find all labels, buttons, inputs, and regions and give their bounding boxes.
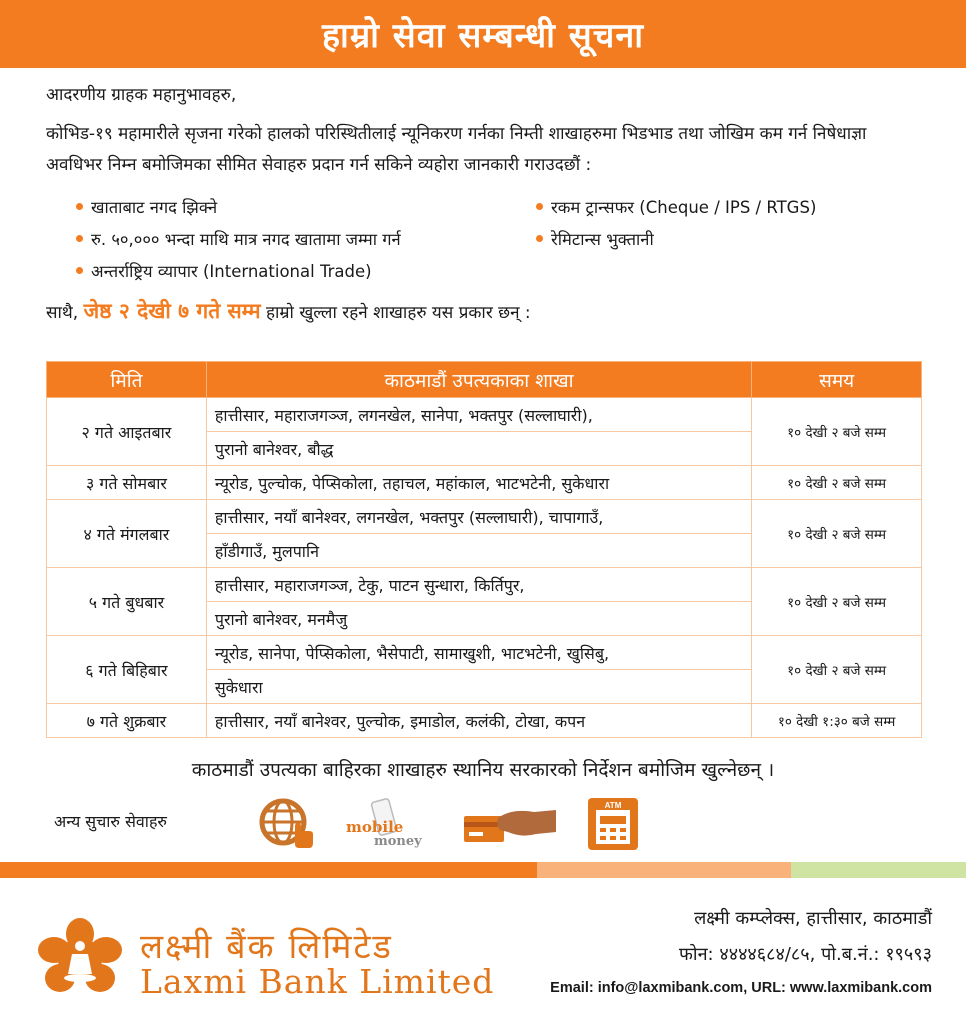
other-services-label: अन्य सुचारु सेवाहरु: [54, 812, 168, 831]
service-label: अन्तर्राष्ट्रिय व्यापार (International Trade): [91, 262, 372, 281]
notice-header: [0, 0, 966, 68]
branch-cell: हात्तीसार, महाराजगञ्ज, लगनखेल, सानेपा, भक्तपुर (सल्लाघारी),: [206, 398, 751, 432]
branch-cell: सुकेधारा: [206, 670, 751, 704]
service-label: रेमिटान्स भुक्तानी: [551, 230, 654, 249]
branch-cell: न्यूरोड, सानेपा, पेप्सिकोला, भैसेपाटी, सामाखुशी, भाटभटेनी, खुसिबु,: [206, 636, 751, 670]
mobile-money-text: mobile: [346, 818, 404, 836]
footer-stripe-green: [791, 862, 966, 878]
date-line: [46, 297, 926, 325]
laxmi-logo-icon: [36, 918, 124, 996]
day-cell: ६ गते बिहिबार: [47, 636, 207, 704]
bullet-icon: [536, 235, 543, 242]
table-row: [47, 398, 922, 432]
mobile-money-subtext: money: [374, 834, 422, 849]
time-cell: १० देखी २ बजे सम्म: [752, 568, 922, 636]
branch-cell: हात्तीसार, महाराजगञ्ज, टेकु, पाटन सुन्धारा, किर्तिपुर,: [206, 568, 751, 602]
day-cell: २ गते आइतबार: [47, 398, 207, 466]
time-cell: १० देखी २ बजे सम्म: [752, 398, 922, 466]
branch-cell: पुरानो बानेश्वर, मनमैजु: [206, 602, 751, 636]
table-row: [47, 704, 922, 738]
bullet-icon: [536, 203, 543, 210]
time-cell: १० देखी २ बजे सम्म: [752, 636, 922, 704]
mobile-money-icon: [344, 798, 436, 852]
service-item: [76, 195, 217, 218]
service-label: रु. ५०,००० भन्दा माथि मात्र नगद खातामा जम्मा गर्न: [91, 230, 401, 249]
bullet-icon: [76, 267, 83, 274]
bank-name-english: Laxmi Bank Limited: [140, 962, 495, 1001]
branch-cell: हाँडीगाउँ, मुलपानि: [206, 534, 751, 568]
bank-name-nepali: लक्ष्मी बैंक लिमिटेड: [140, 927, 393, 967]
atm-icon: [586, 796, 640, 852]
service-item: [76, 227, 401, 250]
branch-cell: न्यूरोड, पुल्चोक, पेप्सिकोला, तहाचल, महांकाल, भाटभटेनी, सुकेधारा: [206, 466, 751, 500]
time-cell: १० देखी १:३० बजे सम्म: [752, 704, 922, 738]
column-header-date: मिति: [47, 362, 207, 398]
branch-cell: हात्तीसार, नयाँ बानेश्वर, पुल्चोक, इमाडोल, कलंकी, टोखा, कपन: [206, 704, 751, 738]
table-header-row: [47, 362, 922, 398]
service-item: [536, 227, 654, 250]
notice-title: हाम्रो सेवा सम्बन्धी सूचना: [321, 16, 645, 56]
table-row: [47, 500, 922, 534]
time-cell: १० देखी २ बजे सम्म: [752, 500, 922, 568]
bank-address: लक्ष्मी कम्प्लेक्स, हात्तीसार, काठमाडौं: [694, 908, 932, 929]
atm-label: ATM: [604, 801, 622, 810]
branch-cell: हात्तीसार, नयाँ बानेश्वर, लगनखेल, भक्तपुर (सल्लाघारी), चापागाउँ,: [206, 500, 751, 534]
day-cell: ३ गते सोमबार: [47, 466, 207, 500]
date-highlight: जेष्ठ २ देखी ७ गते सम्म: [83, 299, 261, 323]
bullet-icon: [76, 203, 83, 210]
bank-web-contact: Email: info@laxmibank.com, URL: www.laxmibank.com: [550, 980, 932, 996]
table-row: [47, 466, 922, 500]
branch-cell: पुरानो बानेश्वर, बौद्ध: [206, 432, 751, 466]
table-row: [47, 636, 922, 670]
day-cell: ५ गते बुधबार: [47, 568, 207, 636]
date-prefix: साथै,: [46, 303, 79, 323]
day-cell: ४ गते मंगलबार: [47, 500, 207, 568]
bank-phone: फोन: ४४४४६८४/८५, पो.ब.नं.: १९५९३: [679, 944, 932, 965]
column-header-time: समय: [752, 362, 922, 398]
service-label: रकम ट्रान्सफर (Cheque / IPS / RTGS): [551, 198, 817, 217]
time-cell: १० देखी २ बजे सम्म: [752, 466, 922, 500]
internet-banking-icon: [259, 798, 315, 850]
salutation: आदरणीय ग्राहक महानुभावहरु,: [46, 85, 237, 105]
branch-schedule-table: [46, 361, 922, 738]
column-header-branches: काठमाडौं उपत्यकाका शाखा: [206, 362, 751, 398]
other-services: [54, 796, 654, 856]
outside-valley-note: काठमाडौं उपत्यका बाहिरका शाखाहरु स्थानिय सरकारको निर्देशन बमोजिम खुल्नेछन् ।: [191, 759, 775, 781]
date-suffix: हाम्रो खुल्ला रहने शाखाहरु यस प्रकार छन् :: [265, 303, 531, 323]
footer-stripe-orange: [0, 862, 537, 878]
card-payment-icon: [460, 804, 558, 848]
bullet-icon: [76, 235, 83, 242]
service-item: [76, 259, 372, 282]
services-list: [46, 185, 926, 289]
service-item: [536, 195, 816, 218]
table-row: [47, 568, 922, 602]
intro-paragraph: कोभिड-१९ महामारीले सृजना गरेको हालको परिस्थितीलाई न्यूनिकरण गर्नका निम्ती शाखाहरुमा भिडभाड तथा जोखिम कम गर्न निषेधाज्ञा अवधिभर निम्न बमोजिमका सीमित सेवाहरु प्रदान गर्न सकिने व्यहोरा जानकारी गराउदछौं :: [46, 124, 867, 175]
footer-stripe-light: [537, 862, 791, 878]
day-cell: ७ गते शुक्रबार: [47, 704, 207, 738]
notice-body: [46, 82, 926, 325]
service-label: खाताबाट नगद झिक्ने: [91, 198, 218, 217]
